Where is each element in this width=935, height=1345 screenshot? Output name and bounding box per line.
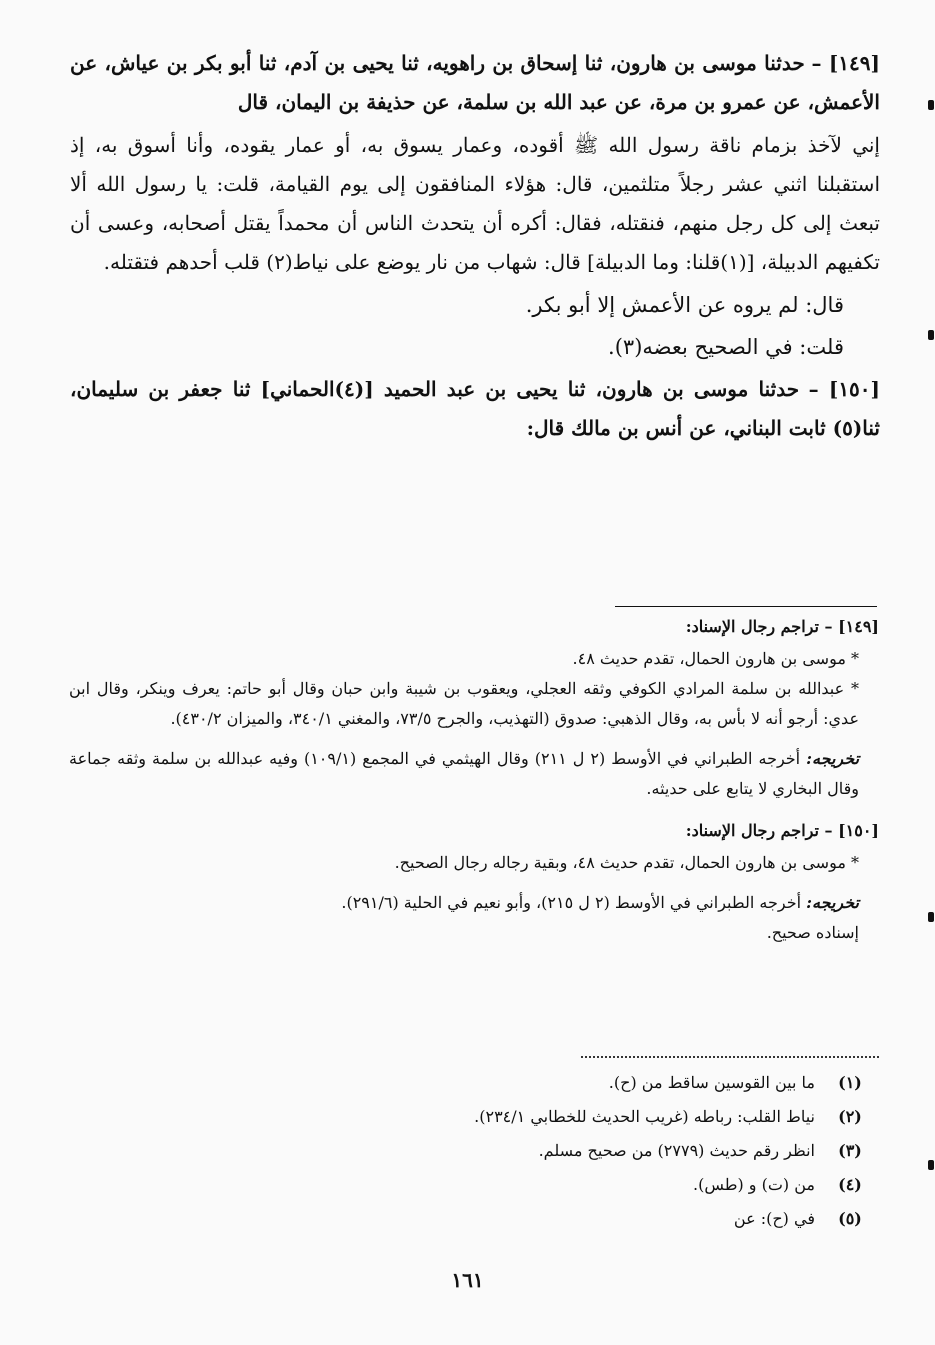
notes-149-takhrij: [69, 744, 879, 804]
footnote-text: ما بين القوسين ساقط من (ح).: [608, 1073, 815, 1092]
footnote: [125, 1066, 885, 1100]
hadith-149-body: إني لآخذ بزمام ناقة رسول الله ﷺ أقوده، وعمار يسوق به، أو عمار يقوده، وأنا أسوق به، إذ استقبلنا اثني عشر رجلاً متلثمين، قال: هؤلاء المنافقون إلى يوم القيامة، قلت: يا رسول الله ألا تبعث إلى كل رجل منهم، فنقتله، فقال: أكره أن يتحدث الناس أن محمداً يقتل أصحابه، وعسى أن تكفيهم الدبيلة، [(١)قلنا: وما الدبيلة] قال: شهاب من نار يوضع على نياط(٢) قلب أحدهم فتقتله.: [70, 133, 880, 274]
hadith-149-number: [١٤٩] –: [811, 51, 880, 75]
main-text: [70, 44, 880, 448]
hadith-149-lead: حدثنا موسى بن هارون، ثنا إسحاق بن راهويه، ثنا يحيى بن آدم، ثنا أبو بكر بن عياش، عن الأعمش، عن عمرو بن مرة، عن عبد الله بن سلمة، عن حذيفة بن اليمان، قال: [70, 51, 880, 114]
hadith-150-lead: حدثنا موسى بن هارون، ثنا يحيى بن عبد الحميد [(٤)الحماني] ثنا جعفر بن سليمان، ثنا(٥) ثابت البناني، عن أنس بن مالك قال:: [70, 377, 880, 440]
takhrij-text: أخرجه الطبراني في الأوسط (٢ ل ٢١٥)، وأبو نعيم في الحلية (٢٩١/٦).: [341, 893, 802, 912]
takhrij-label: تخريجه:: [806, 749, 860, 768]
footnotes-divider: [581, 1056, 879, 1058]
footnote-number: (٣): [838, 1141, 862, 1160]
notes-150-takhrij: [69, 888, 879, 918]
footnote-number: (٢): [838, 1107, 862, 1126]
takhrij-text: أخرجه الطبراني في الأوسط (٢ ل ٢١١) وقال الهيثمي في المجمع (١٠٩/١) وفيه عبدالله بن سلمة وثقه جماعة وقال البخاري لا يتابع على حديثه.: [69, 749, 859, 798]
footnote-number: (٥): [838, 1209, 862, 1228]
footnote-text: من (ت) و (طس).: [693, 1175, 815, 1194]
margin-mark: [928, 100, 934, 110]
notes-150-verdict: إسناده صحيح.: [766, 923, 859, 942]
notes-divider: [615, 606, 877, 607]
page-number: ١٦١: [451, 1268, 484, 1292]
notes-149-item: * موسى بن هارون الحمال، تقدم حديث ٤٨.: [572, 649, 859, 668]
notes-149-heading: [١٤٩] – تراجم رجال الإسناد:: [685, 617, 879, 636]
footnotes: [125, 1066, 885, 1236]
notes-150-heading: [١٥٠] – تراجم رجال الإسناد:: [685, 821, 879, 840]
hadith-149-isnad: [70, 44, 880, 122]
hadith-149-note: قلت: في الصحيح بعضه(٣).: [608, 335, 844, 359]
footnote: [125, 1202, 885, 1236]
notes-150-item: * موسى بن هارون الحمال، تقدم حديث ٤٨، وبقية رجاله رجال الصحيح.: [394, 853, 859, 872]
footnote-text: انظر رقم حديث (٢٧٧٩) من صحيح مسلم.: [538, 1141, 815, 1160]
footnote: [125, 1100, 885, 1134]
hadith-150-isnad: [70, 370, 880, 448]
footnote-text: نياط القلب: رباطه (غريب الحديث للخطابي ٢٣٤/١).: [474, 1107, 815, 1126]
commentary: [69, 612, 879, 948]
hadith-149-comment: قال: لم يروه عن الأعمش إلا أبو بكر.: [525, 293, 844, 317]
takhrij-label: تخريجه:: [806, 893, 859, 912]
footnote-number: (١): [838, 1073, 862, 1092]
hadith-150-number: [١٥٠] –: [808, 377, 881, 401]
margin-mark: [928, 912, 934, 922]
margin-mark: [928, 330, 934, 340]
footnote: [125, 1134, 885, 1168]
footnote-number: (٤): [838, 1175, 862, 1194]
margin-mark: [928, 1160, 934, 1170]
notes-149-item: * عبدالله بن سلمة المرادي الكوفي وثقه العجلي، ويعقوب بن شيبة وابن حبان وقال أبو حاتم: يعرف وينكر، وقال ابن عدي: أرجو أنه لا بأس به، وقال الذهبي: صدوق (التهذيب، والجرح ٧٣/٥، والمغني ٣٤٠/١، والميزان ٤٣٠/٢).: [69, 679, 860, 728]
footnote-text: في (ح): عن: [733, 1209, 815, 1228]
footnote: [125, 1168, 885, 1202]
